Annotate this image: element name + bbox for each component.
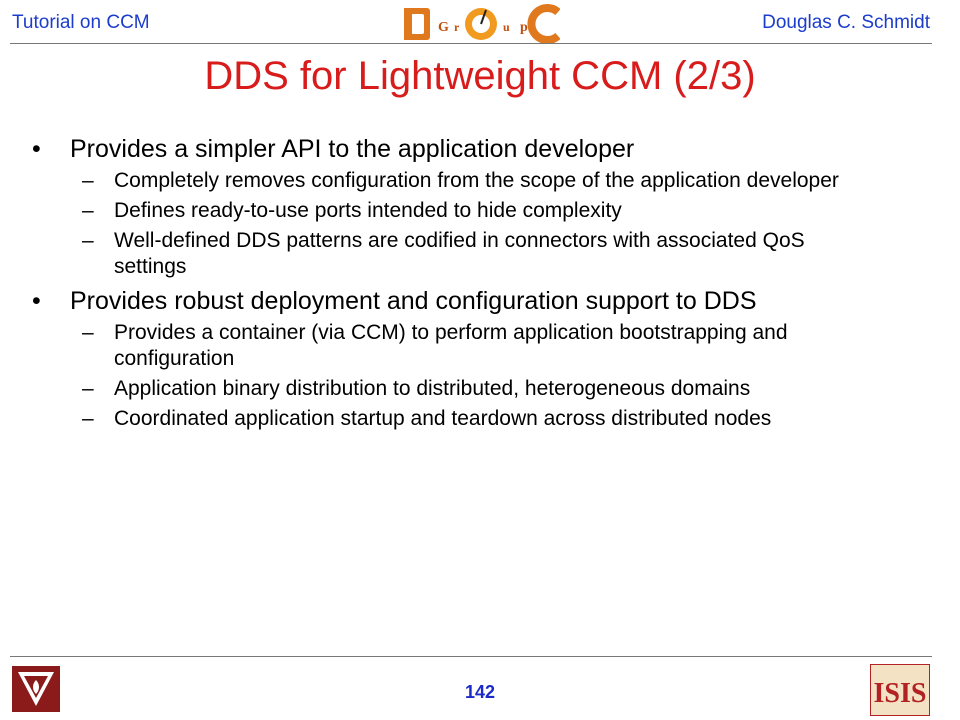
svg-text:p: p — [520, 20, 528, 35]
bullet-dot: • — [32, 135, 41, 163]
sub-bullet-item — [32, 320, 872, 372]
dash-marker: – — [82, 407, 94, 430]
slide-title: DDS for Lightweight CCM (2/3) — [204, 54, 756, 98]
header-author: Douglas C. Schmidt — [762, 12, 930, 33]
svg-text:u: u — [503, 20, 510, 34]
svg-text:ISIS: ISIS — [873, 678, 927, 709]
isis-logo — [870, 664, 930, 716]
sub-bullet-item — [32, 376, 872, 402]
bullet-text: Provides robust deployment and configuration support to DDS — [70, 287, 757, 315]
sub-bullet-text: Defines ready-to-use ports intended to hide complexity — [114, 199, 622, 222]
footer-divider — [10, 656, 932, 657]
bullet-item — [32, 134, 872, 164]
header-course-title: Tutorial on CCM — [12, 12, 150, 33]
slide-body — [32, 134, 872, 435]
dash-marker: – — [82, 377, 94, 400]
sub-bullet-item — [32, 228, 872, 280]
bullet-item — [32, 286, 872, 316]
sub-bullet-item — [32, 168, 872, 194]
bullet-dot: • — [32, 287, 41, 315]
svg-text:r: r — [454, 20, 460, 34]
header-divider — [10, 43, 932, 44]
svg-text:G: G — [438, 20, 449, 35]
doc-group-logo — [402, 4, 560, 44]
sub-bullet-item — [32, 198, 872, 224]
dash-marker: – — [82, 321, 94, 344]
sub-bullet-item — [32, 406, 872, 432]
dash-marker: – — [82, 169, 94, 192]
sub-bullet-text: Well-defined DDS patterns are codified in connectors with associated QoS settings — [114, 229, 805, 278]
page-number: 142 — [464, 682, 496, 702]
sub-bullet-text: Coordinated application startup and teardown across distributed nodes — [114, 407, 772, 430]
dash-marker: – — [82, 229, 94, 252]
dash-marker: – — [82, 199, 94, 222]
sub-bullet-text: Provides a container (via CCM) to perform application bootstrapping and configuration — [114, 321, 788, 370]
sub-bullet-text: Completely removes configuration from the scope of the application developer — [114, 169, 839, 192]
sub-bullet-text: Application binary distribution to distributed, heterogeneous domains — [114, 377, 751, 400]
bullet-text: Provides a simpler API to the application developer — [70, 135, 635, 163]
